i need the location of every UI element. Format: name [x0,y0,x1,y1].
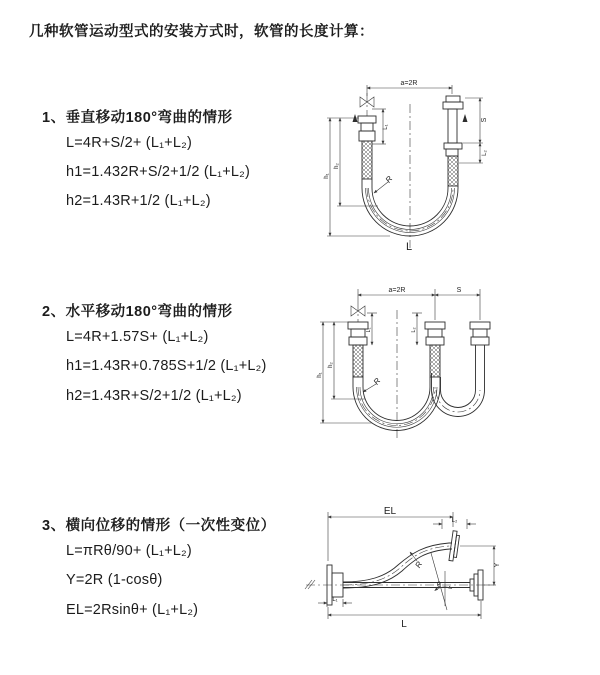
dim-label-a2r: a=2R [400,80,418,87]
left-fitting [348,322,368,377]
s-curve-hose-position [343,543,452,588]
dimension-y [460,546,501,585]
dim-label-el: EL [383,506,397,517]
dimension-l2 [433,518,476,529]
section-3-formula-y: Y=2R (1-cosθ) [66,572,163,588]
dimension-l1 [366,313,377,345]
section-1-formula-h2: h2=1.43R+1/2 (L₁+L₂) [66,193,211,209]
right-fitting [470,322,490,345]
dim-label-s: S [456,287,462,294]
radius-label: R [371,376,383,387]
dim-label-h2: h₂ [334,163,340,169]
dim-label-h1: h₁ [324,173,330,179]
section-2-formula-h1: h1=1.43R+0.785S+1/2 (L₁+L₂) [66,358,267,374]
dimension-l1 [318,597,352,607]
section-3-heading: 3、横向位移的情形（一次性变位） [42,518,276,534]
valve-symbol [351,302,365,322]
u-hose-position-1 [353,377,440,431]
dim-label-l: L [401,619,407,630]
middle-fitting [425,322,445,377]
diagram-lateral-displacement [298,503,598,643]
radius-leader [363,376,383,392]
braided-hose-section [430,345,440,377]
section-2-formula-l: L=4R+1.57S+ (L₁+L₂) [66,329,209,345]
dimension-l [328,601,481,630]
angle-theta-construction [431,553,452,610]
dim-label-l1: L₁ [332,597,338,603]
section-3-formula-el: EL=2Rsinθ+ (L₁+L₂) [66,602,199,618]
dim-label-l2: L₂ [451,518,458,524]
section-1-formula-l: L=4R+S/2+ (L₁+L₂) [66,135,192,151]
braided-hose-section [448,156,458,186]
section-2-heading: 2、水平移动180°弯曲的情形 [42,304,233,320]
section-1-heading: 1、垂直移动180°弯曲的情形 [42,110,233,126]
right-fitting-assembly [443,96,463,186]
dim-label-l2: L₂ [482,150,488,156]
dim-label-a2r: a=2R [388,287,406,294]
dimension-h1 [324,118,390,236]
section-2-formula-h2: h2=1.43R+S/2+1/2 (L₁+L₂) [66,388,242,404]
upper-flange [449,531,460,562]
braided-hose-section [353,345,363,377]
left-fitting [358,116,376,179]
dimension-l2 [411,313,422,345]
dimension-l1 [372,109,389,144]
valve-symbol [360,93,374,116]
dim-label-h2: h₂ [328,362,334,368]
angle-label-theta: θ [437,582,441,589]
diagram-vertical-u-bend [310,76,590,266]
section-3-formula-l: L=πRθ/90+ (L₁+L₂) [66,543,192,559]
dimension-a2r [358,287,435,320]
dim-label-l1: L₁ [383,124,389,130]
dim-label-y: Y [494,562,501,568]
section-1-formula-h1: h1=1.432R+S/2+1/2 (L₁+L₂) [66,164,251,180]
dim-label-h1: h₁ [317,372,323,378]
radius-label: R [383,174,395,185]
dimension-a2r [367,80,452,96]
dim-label-l1: L₁ [366,327,372,333]
radius-leader [374,174,395,193]
braided-hose-section [362,141,372,179]
dimension-el [328,506,453,561]
dimension-s [435,287,480,320]
centerline-break-mark [305,580,315,589]
radius-leader [410,552,424,570]
diagram-horizontal-u-bend [310,280,595,450]
flow-arrow-up [463,114,468,122]
page-title: 几种软管运动型式的安装方式时，软管的长度计算： [29,24,374,40]
dim-label-l2: L₂ [411,327,417,333]
radius-label: R [413,559,425,570]
dim-label-s: S [481,117,488,123]
dimension-l2 [459,143,488,163]
length-label: L [405,241,413,253]
